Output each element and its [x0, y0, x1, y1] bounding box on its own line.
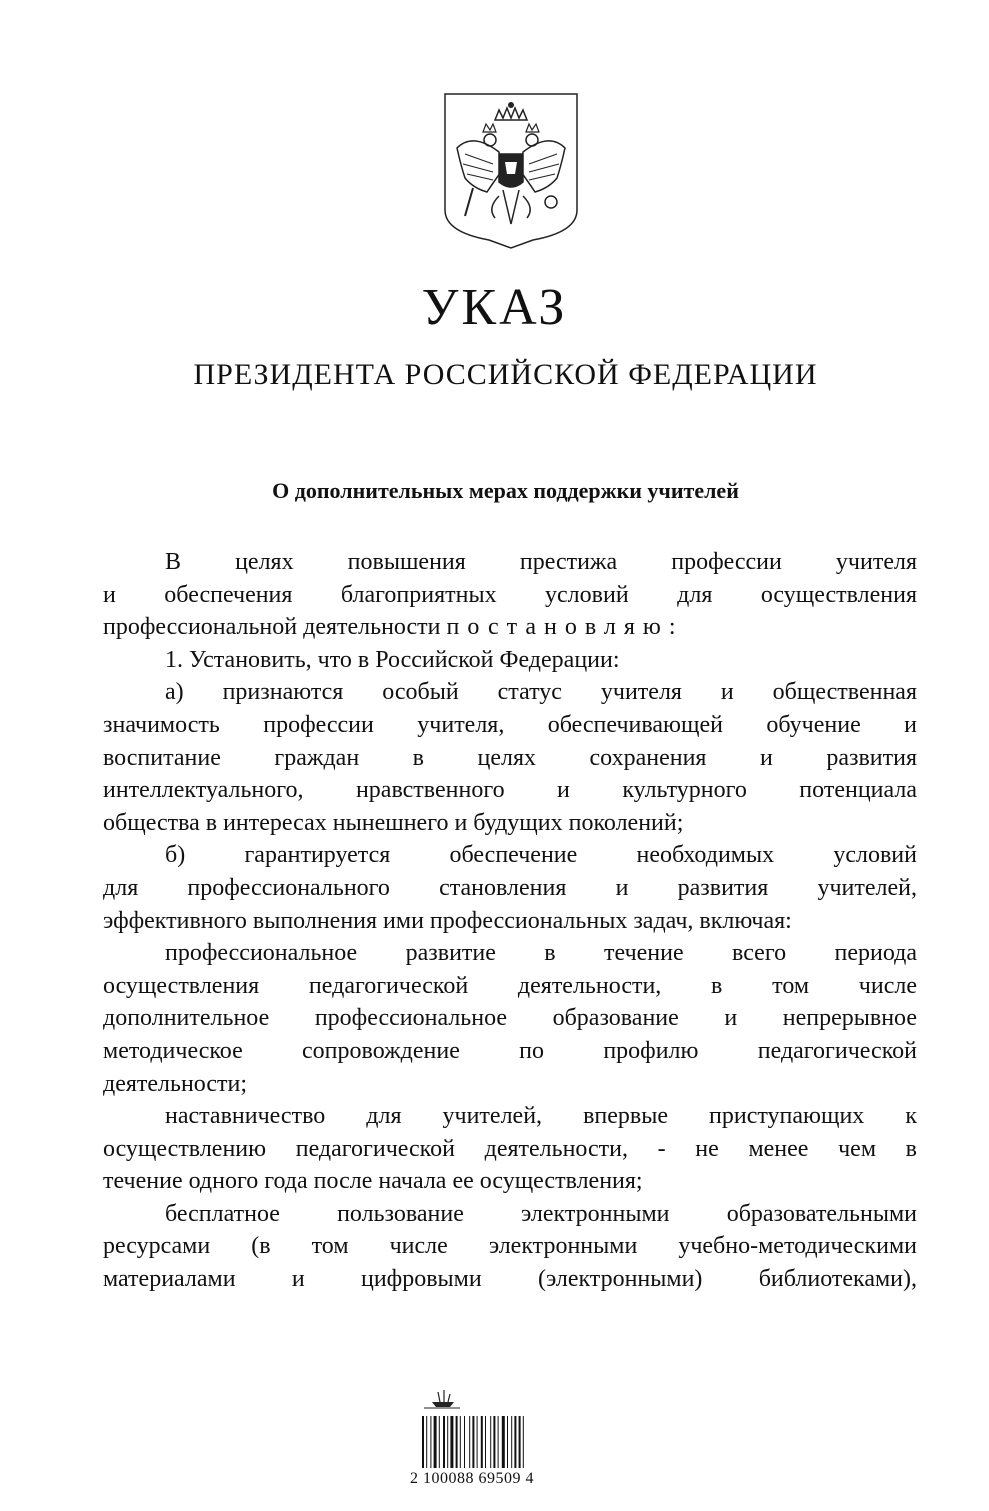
text-line: интеллектуального, нравственного и культурного потенциала	[103, 777, 917, 804]
text-line: материалами и цифровыми (электронными) библиотеками),	[103, 1266, 917, 1293]
document-title: УКАЗ	[421, 279, 568, 336]
text-line: профессиональное развитие в течение всего периода	[165, 940, 917, 967]
text-line: течение одного года после начала ее осуществления;	[103, 1168, 643, 1195]
text-line: эффективного выполнения ими профессиональных задач, включая:	[103, 907, 792, 934]
text-line: наставничество для учителей, впервые приступающих к	[165, 1103, 917, 1130]
text-line: бесплатное пользование электронными образовательными	[165, 1200, 917, 1227]
text-line: значимость профессии учителя, обеспечивающей обучение и	[103, 711, 917, 738]
text-line: воспитание граждан в целях сохранения и развития	[103, 744, 917, 771]
barcode-icon	[410, 1380, 560, 1470]
text-line: б) гарантируется обеспечение необходимых условий	[165, 842, 917, 869]
text-line: методическое сопровождение по профилю педагогической	[103, 1037, 917, 1064]
decree-word: постановляю:	[446, 614, 684, 641]
text-line: деятельности;	[103, 1070, 248, 1097]
barcode-number: 2 100088 69509 4	[410, 1470, 534, 1487]
text-line: осуществления педагогической деятельности, в том числе	[103, 972, 917, 999]
text-line: дополнительное профессиональное образование и непрерывное	[103, 1005, 917, 1032]
text-line: а) признаются особый статус учителя и общественная	[165, 679, 917, 706]
document-subtitle: ПРЕЗИДЕНТА РОССИЙСКОЙ ФЕДЕРАЦИИ	[193, 358, 818, 391]
text-line: профессиональной деятельности постановляю:	[103, 614, 684, 641]
text-line: общества в интересах нынешнего и будущих поколений;	[103, 809, 684, 836]
text-line: 1. Установить, что в Российской Федерации:	[165, 646, 620, 673]
text-line: и обеспечения благоприятных условий для осуществления	[103, 581, 917, 608]
ship-mark-icon	[424, 1390, 460, 1408]
text-line: В целях повышения престижа профессии учителя	[165, 549, 917, 575]
text-line: для профессионального становления и развития учителей,	[103, 874, 917, 901]
text-line: осуществлению педагогической деятельности, - не менее чем в	[103, 1135, 917, 1162]
document-body	[103, 546, 917, 1296]
coat-of-arms-icon	[443, 92, 579, 250]
document-heading: О дополнительных мерах поддержки учителей	[272, 478, 739, 503]
text-line: ресурсами (в том числе электронными учебно-методическими	[103, 1233, 917, 1260]
